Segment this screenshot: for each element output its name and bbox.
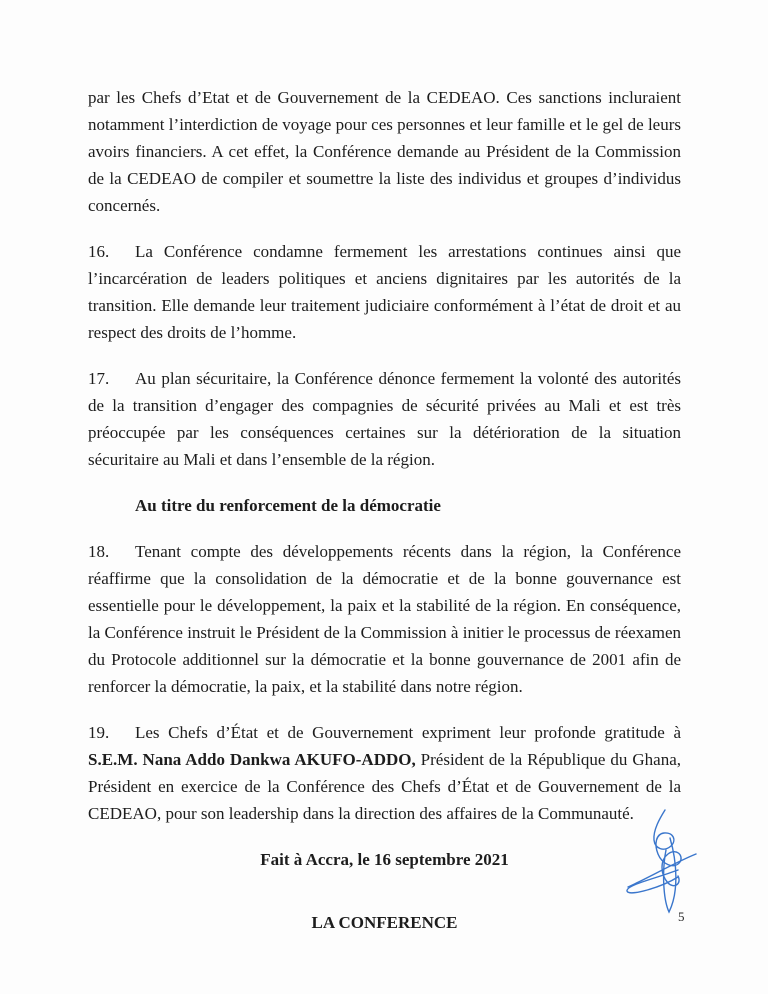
paragraph-19-text-after: Président de la République du Ghana, Président en exercice de la Conférence des Chefs d’État et de Gouvernement de la CEDEAO, pour son leadership dans la direction des affaires de la Communauté. (88, 750, 681, 823)
signature-stroke-ellipse (627, 870, 678, 893)
paragraph-19 (88, 719, 681, 827)
paragraph-18-number: 18. (88, 542, 110, 561)
paragraph-17 (88, 365, 681, 473)
page-number: 5 (678, 909, 685, 924)
paragraph-continuation-text: par les Chefs d’Etat et de Gouvernement de la CEDEAO. Ces sanctions incluraient notamment l’interdiction de voyage pour ces personnes et leur famille et le gel de leurs avoirs financiers. A cet effet, la Conférence demande au Président de la Commission de la CEDEAO de compiler et soumettre la liste des individus et groupes d’individus concernés. (88, 88, 681, 215)
paragraph-19-name-bold: S.E.M. Nana Addo Dankwa AKUFO-ADDO, (88, 750, 416, 769)
paragraph-19-text-before: Les Chefs d’État et de Gouvernement expriment leur profonde gratitude à (135, 723, 681, 742)
signature-scribble (618, 788, 758, 948)
paragraph-18-text: Tenant compte des développements récents dans la région, la Conférence réaffirme que la consolidation de la démocratie et de la bonne gouvernance est essentielle pour le développement, la paix et la stabilité de la région. En conséquence, la Conférence instruit le Président de la Commission à initier le processus de réexamen du Protocole additionnel sur la démocratie et la bonne gouvernance de 2001 afin de renforcer la démocratie, la paix, et la stabilité dans notre région. (88, 542, 681, 696)
date-line: Fait à Accra, le 16 septembre 2021 (260, 850, 509, 869)
paragraph-17-number: 17. (88, 369, 110, 388)
paragraph-16 (88, 238, 681, 346)
paragraph-16-text: La Conférence condamne fermement les arrestations continues ainsi que l’incarcération de leaders politiques et anciens dignitaires par les autorités de la transition. Elle demande leur traitement judiciaire conformément à l’état de droit et au respect des droits de l’homme. (88, 242, 681, 342)
paragraph-18 (88, 538, 681, 700)
signature-stroke-diagonal (628, 854, 696, 887)
conference-title: LA CONFERENCE (311, 913, 458, 932)
paragraph-16-number: 16. (88, 242, 110, 261)
paragraph-17-text: Au plan sécuritaire, la Conférence dénonce fermement la volonté des autorités de la transition d’engager des compagnies de sécurité privées au Mali et est très préoccupée par les conséquences certaines sur la détérioration de la situation sécuritaire au Mali et dans l’ensemble de la région. (88, 369, 681, 469)
paragraph-continuation (88, 84, 681, 219)
section-heading: Au titre du renforcement de la démocratie (135, 496, 441, 515)
paragraph-19-number: 19. (88, 723, 110, 742)
